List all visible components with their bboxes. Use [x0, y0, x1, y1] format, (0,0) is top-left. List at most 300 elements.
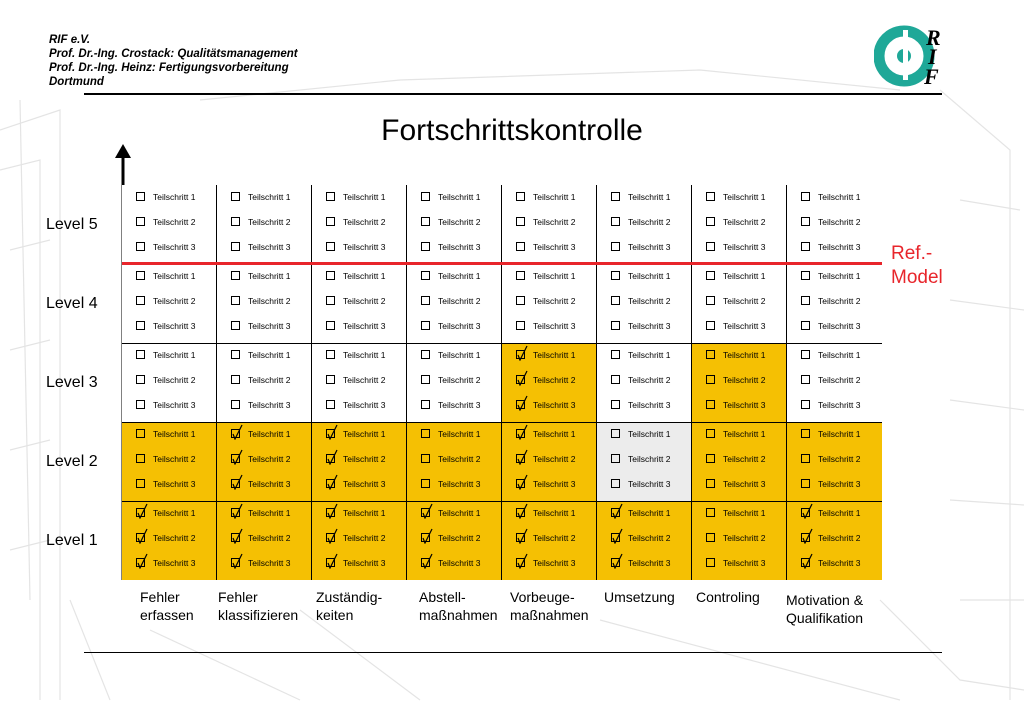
checkbox[interactable]	[611, 479, 620, 488]
check-mark-icon	[514, 345, 528, 361]
matrix-cell	[407, 185, 502, 264]
check-mark-icon	[324, 474, 338, 490]
task-label: Teilschritt 1	[343, 350, 386, 360]
checkbox[interactable]	[516, 242, 525, 251]
checkbox[interactable]	[801, 296, 810, 305]
task-label: Teilschritt 1	[438, 192, 481, 202]
matrix-cell	[597, 185, 692, 264]
task-item	[502, 398, 596, 412]
matrix-cell	[312, 185, 407, 264]
matrix-cell	[122, 501, 217, 580]
checkbox[interactable]	[136, 479, 145, 488]
checkbox[interactable]	[421, 271, 430, 280]
task-label: Teilschritt 1	[438, 429, 481, 439]
rif-logo	[874, 20, 946, 92]
task-label: Teilschritt 3	[248, 558, 291, 568]
checkbox[interactable]	[421, 321, 430, 330]
checkbox[interactable]	[801, 192, 810, 201]
task-label: Teilschritt 3	[343, 558, 386, 568]
checkbox[interactable]	[326, 296, 335, 305]
task-label: Teilschritt 2	[628, 296, 671, 306]
task-item	[217, 427, 311, 441]
checkbox[interactable]	[136, 375, 145, 384]
task-label: Teilschritt 1	[248, 508, 291, 518]
checkbox[interactable]	[706, 321, 715, 330]
checkbox[interactable]	[611, 375, 620, 384]
task-item	[597, 319, 691, 333]
task-item	[502, 294, 596, 308]
row-divider	[122, 343, 882, 344]
task-label: Teilschritt 1	[248, 192, 291, 202]
row-divider	[122, 422, 882, 423]
task-label: Teilschritt 1	[723, 271, 766, 281]
header-line: Prof. Dr.-Ing. Heinz: Fertigungsvorbereitung	[49, 62, 289, 74]
check-mark-icon	[134, 503, 148, 519]
task-label: Teilschritt 3	[533, 558, 576, 568]
check-mark-icon	[419, 503, 433, 519]
task-item	[502, 452, 596, 466]
check-mark-icon	[229, 449, 243, 465]
task-item	[407, 190, 501, 204]
task-item	[312, 294, 406, 308]
checkbox[interactable]	[326, 217, 335, 226]
checkbox[interactable]	[516, 321, 525, 330]
task-label: Teilschritt 2	[533, 217, 576, 227]
task-label: Teilschritt 3	[533, 242, 576, 252]
checkbox[interactable]	[231, 296, 240, 305]
task-label: Teilschritt 1	[533, 508, 576, 518]
checkbox[interactable]	[706, 375, 715, 384]
checkbox[interactable]	[231, 350, 240, 359]
checkbox[interactable]	[326, 400, 335, 409]
checkbox[interactable]	[231, 271, 240, 280]
task-label: Teilschritt 3	[153, 400, 196, 410]
task-item	[597, 294, 691, 308]
task-label: Teilschritt 3	[438, 479, 481, 489]
check-mark-icon	[229, 424, 243, 440]
task-label: Teilschritt 3	[818, 479, 861, 489]
checkbox[interactable]	[136, 429, 145, 438]
checkbox[interactable]	[231, 217, 240, 226]
check-mark-icon	[609, 528, 623, 544]
task-item	[217, 294, 311, 308]
column-label: Umsetzung	[604, 589, 675, 605]
matrix-cell	[597, 264, 692, 343]
task-label: Teilschritt 3	[438, 400, 481, 410]
task-item	[502, 427, 596, 441]
task-label: Teilschritt 2	[533, 296, 576, 306]
task-item	[692, 373, 786, 387]
task-label: Teilschritt 3	[153, 479, 196, 489]
task-item	[502, 556, 596, 570]
checkbox[interactable]	[231, 321, 240, 330]
task-label: Teilschritt 2	[248, 217, 291, 227]
check-mark-icon	[324, 503, 338, 519]
task-item	[312, 190, 406, 204]
task-item	[597, 531, 691, 545]
task-label: Teilschritt 3	[343, 400, 386, 410]
checkbox[interactable]	[136, 296, 145, 305]
task-item	[787, 531, 881, 545]
task-item	[312, 319, 406, 333]
footer-rule	[84, 652, 942, 653]
task-label: Teilschritt 3	[533, 479, 576, 489]
checkbox[interactable]	[611, 192, 620, 201]
task-item	[787, 190, 881, 204]
checkbox[interactable]	[706, 296, 715, 305]
task-item	[502, 319, 596, 333]
checkbox[interactable]	[706, 479, 715, 488]
task-item	[122, 398, 216, 412]
checkbox[interactable]	[136, 192, 145, 201]
task-item	[407, 215, 501, 229]
checkbox[interactable]	[801, 321, 810, 330]
task-label: Teilschritt 1	[818, 271, 861, 281]
task-item	[217, 477, 311, 491]
checkbox[interactable]	[706, 400, 715, 409]
task-label: Teilschritt 1	[628, 192, 671, 202]
task-label: Teilschritt 1	[818, 429, 861, 439]
column-label: Zuständig- keiten	[316, 589, 383, 623]
task-item	[407, 556, 501, 570]
checkbox[interactable]	[136, 454, 145, 463]
matrix-cell	[407, 422, 502, 501]
header-line: Prof. Dr.-Ing. Crostack: Qualitätsmanagement	[49, 48, 298, 60]
checkbox[interactable]	[611, 271, 620, 280]
check-mark-icon	[324, 449, 338, 465]
task-label: Teilschritt 2	[628, 454, 671, 464]
checkbox[interactable]	[421, 296, 430, 305]
checkbox[interactable]	[421, 429, 430, 438]
task-item	[692, 506, 786, 520]
task-label: Teilschritt 3	[723, 242, 766, 252]
task-item	[122, 190, 216, 204]
task-item	[122, 215, 216, 229]
task-item	[787, 398, 881, 412]
task-item	[787, 452, 881, 466]
task-label: Teilschritt 1	[723, 350, 766, 360]
task-item	[502, 215, 596, 229]
task-label: Teilschritt 2	[438, 533, 481, 543]
task-label: Teilschritt 1	[153, 192, 196, 202]
checkbox[interactable]	[706, 350, 715, 359]
check-mark-icon	[799, 553, 813, 569]
matrix-cell	[502, 185, 597, 264]
task-label: Teilschritt 3	[818, 242, 861, 252]
checkbox[interactable]	[231, 192, 240, 201]
checkbox[interactable]	[611, 454, 620, 463]
matrix-cell	[502, 343, 597, 422]
checkbox[interactable]	[801, 271, 810, 280]
checkbox[interactable]	[136, 217, 145, 226]
checkbox[interactable]	[611, 296, 620, 305]
check-mark-icon	[229, 528, 243, 544]
checkbox[interactable]	[421, 400, 430, 409]
task-item	[597, 398, 691, 412]
ref-model-label: Ref.- Model	[891, 243, 943, 288]
task-item	[787, 240, 881, 254]
check-mark-icon	[514, 424, 528, 440]
institution-header	[49, 33, 298, 89]
task-item	[217, 240, 311, 254]
checkbox[interactable]	[706, 217, 715, 226]
task-item	[312, 398, 406, 412]
task-item	[312, 215, 406, 229]
checkbox[interactable]	[326, 242, 335, 251]
task-item	[122, 477, 216, 491]
checkbox[interactable]	[611, 350, 620, 359]
checkbox[interactable]	[801, 454, 810, 463]
task-item	[692, 240, 786, 254]
checkbox[interactable]	[326, 192, 335, 201]
task-item	[502, 348, 596, 362]
matrix-cell	[217, 185, 312, 264]
task-item	[217, 506, 311, 520]
checkbox[interactable]	[421, 217, 430, 226]
task-label: Teilschritt 2	[533, 454, 576, 464]
matrix-cell	[122, 343, 217, 422]
matrix-cell	[312, 422, 407, 501]
checkbox[interactable]	[326, 375, 335, 384]
checkbox[interactable]	[801, 479, 810, 488]
check-mark-icon	[609, 553, 623, 569]
checkbox[interactable]	[706, 271, 715, 280]
checkbox[interactable]	[611, 429, 620, 438]
task-item	[787, 427, 881, 441]
task-item	[407, 319, 501, 333]
task-label: Teilschritt 3	[438, 558, 481, 568]
check-mark-icon	[419, 528, 433, 544]
task-label: Teilschritt 3	[628, 558, 671, 568]
checkbox[interactable]	[516, 217, 525, 226]
task-item	[312, 531, 406, 545]
checkbox[interactable]	[231, 375, 240, 384]
task-item	[692, 215, 786, 229]
task-item	[692, 319, 786, 333]
row-divider	[122, 501, 882, 502]
task-label: Teilschritt 1	[438, 350, 481, 360]
task-label: Teilschritt 1	[723, 192, 766, 202]
checkbox[interactable]	[136, 271, 145, 280]
task-label: Teilschritt 2	[438, 217, 481, 227]
matrix-cell	[122, 185, 217, 264]
task-item	[502, 531, 596, 545]
task-label: Teilschritt 1	[153, 350, 196, 360]
page-title: Fortschrittskontrolle	[381, 114, 643, 147]
task-label: Teilschritt 3	[723, 479, 766, 489]
matrix-cell	[692, 422, 787, 501]
task-label: Teilschritt 2	[533, 375, 576, 385]
task-item	[502, 506, 596, 520]
task-item	[787, 215, 881, 229]
checkbox[interactable]	[326, 350, 335, 359]
task-item	[407, 269, 501, 283]
level-label: Level 3	[46, 374, 98, 391]
task-label: Teilschritt 1	[533, 192, 576, 202]
task-item	[217, 348, 311, 362]
task-item	[502, 190, 596, 204]
check-mark-icon	[514, 474, 528, 490]
task-label: Teilschritt 2	[533, 533, 576, 543]
checkbox[interactable]	[706, 508, 715, 517]
task-label: Teilschritt 2	[438, 375, 481, 385]
task-label: Teilschritt 3	[153, 558, 196, 568]
matrix-cell	[692, 185, 787, 264]
task-item	[407, 452, 501, 466]
matrix-cell	[597, 501, 692, 580]
task-label: Teilschritt 3	[153, 242, 196, 252]
task-item	[217, 556, 311, 570]
task-label: Teilschritt 1	[153, 271, 196, 281]
matrix-cell	[407, 501, 502, 580]
task-item	[502, 269, 596, 283]
checkbox[interactable]	[611, 242, 620, 251]
task-item	[692, 427, 786, 441]
checkbox[interactable]	[421, 375, 430, 384]
matrix-cell	[597, 422, 692, 501]
check-mark-icon	[134, 553, 148, 569]
task-item	[312, 240, 406, 254]
task-label: Teilschritt 2	[438, 454, 481, 464]
task-label: Teilschritt 2	[628, 533, 671, 543]
task-item	[122, 427, 216, 441]
checkbox[interactable]	[421, 454, 430, 463]
matrix-cell	[502, 501, 597, 580]
checkbox[interactable]	[421, 242, 430, 251]
task-label: Teilschritt 1	[533, 429, 576, 439]
checkbox[interactable]	[231, 400, 240, 409]
checkbox[interactable]	[421, 479, 430, 488]
checkbox[interactable]	[801, 242, 810, 251]
matrix-cell	[217, 501, 312, 580]
matrix-cell	[502, 422, 597, 501]
matrix-cell	[217, 343, 312, 422]
task-label: Teilschritt 2	[723, 454, 766, 464]
task-item	[312, 506, 406, 520]
task-item	[502, 477, 596, 491]
task-item	[407, 294, 501, 308]
checkbox[interactable]	[801, 429, 810, 438]
check-mark-icon	[229, 503, 243, 519]
task-label: Teilschritt 1	[343, 192, 386, 202]
task-item	[597, 452, 691, 466]
checkbox[interactable]	[706, 533, 715, 542]
task-item	[787, 294, 881, 308]
checkbox[interactable]	[136, 350, 145, 359]
header-line: Dortmund	[49, 76, 104, 88]
task-label: Teilschritt 2	[153, 296, 196, 306]
checkbox[interactable]	[801, 400, 810, 409]
task-label: Teilschritt 2	[628, 217, 671, 227]
checkbox[interactable]	[611, 217, 620, 226]
task-label: Teilschritt 2	[723, 375, 766, 385]
task-item	[407, 348, 501, 362]
check-mark-icon	[134, 528, 148, 544]
task-item	[407, 398, 501, 412]
matrix-cell	[407, 264, 502, 343]
task-item	[217, 269, 311, 283]
task-label: Teilschritt 1	[343, 508, 386, 518]
task-item	[217, 373, 311, 387]
check-mark-icon	[324, 528, 338, 544]
checkbox[interactable]	[706, 454, 715, 463]
task-label: Teilschritt 1	[438, 508, 481, 518]
checkbox[interactable]	[706, 429, 715, 438]
task-item	[502, 240, 596, 254]
column-label: Controling	[696, 589, 760, 605]
matrix-cell	[597, 343, 692, 422]
task-item	[597, 269, 691, 283]
task-item	[597, 427, 691, 441]
checkbox[interactable]	[136, 400, 145, 409]
checkbox[interactable]	[706, 242, 715, 251]
checkbox[interactable]	[801, 350, 810, 359]
task-label: Teilschritt 3	[723, 400, 766, 410]
task-label: Teilschritt 2	[153, 375, 196, 385]
task-item	[597, 373, 691, 387]
checkbox[interactable]	[326, 321, 335, 330]
checkbox[interactable]	[516, 296, 525, 305]
task-label: Teilschritt 3	[533, 321, 576, 331]
task-item	[787, 373, 881, 387]
task-item	[692, 452, 786, 466]
task-item	[122, 556, 216, 570]
checkbox[interactable]	[136, 242, 145, 251]
task-label: Teilschritt 2	[723, 296, 766, 306]
task-label: Teilschritt 3	[818, 558, 861, 568]
checkbox[interactable]	[801, 217, 810, 226]
task-item	[217, 215, 311, 229]
task-label: Teilschritt 3	[248, 479, 291, 489]
checkbox[interactable]	[231, 242, 240, 251]
task-label: Teilschritt 3	[533, 400, 576, 410]
task-item	[692, 556, 786, 570]
checkbox[interactable]	[706, 558, 715, 567]
matrix-cell	[407, 343, 502, 422]
matrix-cell	[122, 422, 217, 501]
checkbox[interactable]	[326, 271, 335, 280]
checkbox[interactable]	[421, 192, 430, 201]
task-label: Teilschritt 2	[153, 454, 196, 464]
matrix-cell	[692, 343, 787, 422]
checkbox[interactable]	[516, 192, 525, 201]
task-label: Teilschritt 1	[818, 350, 861, 360]
checkbox[interactable]	[136, 321, 145, 330]
checkbox[interactable]	[516, 271, 525, 280]
task-label: Teilschritt 1	[533, 350, 576, 360]
task-label: Teilschritt 1	[248, 429, 291, 439]
check-mark-icon	[799, 503, 813, 519]
task-item	[217, 452, 311, 466]
task-item	[787, 269, 881, 283]
task-label: Teilschritt 2	[628, 375, 671, 385]
task-label: Teilschritt 1	[818, 192, 861, 202]
task-label: Teilschritt 2	[343, 296, 386, 306]
column-label: Motivation & Qualifikation	[786, 592, 864, 626]
matrix-cell	[217, 264, 312, 343]
task-item	[122, 452, 216, 466]
checkbox[interactable]	[611, 321, 620, 330]
task-label: Teilschritt 2	[343, 375, 386, 385]
task-item	[597, 240, 691, 254]
task-label: Teilschritt 1	[533, 271, 576, 281]
checkbox[interactable]	[611, 400, 620, 409]
check-mark-icon	[514, 449, 528, 465]
checkbox[interactable]	[801, 375, 810, 384]
checkbox[interactable]	[421, 350, 430, 359]
task-label: Teilschritt 3	[343, 321, 386, 331]
checkbox[interactable]	[706, 192, 715, 201]
